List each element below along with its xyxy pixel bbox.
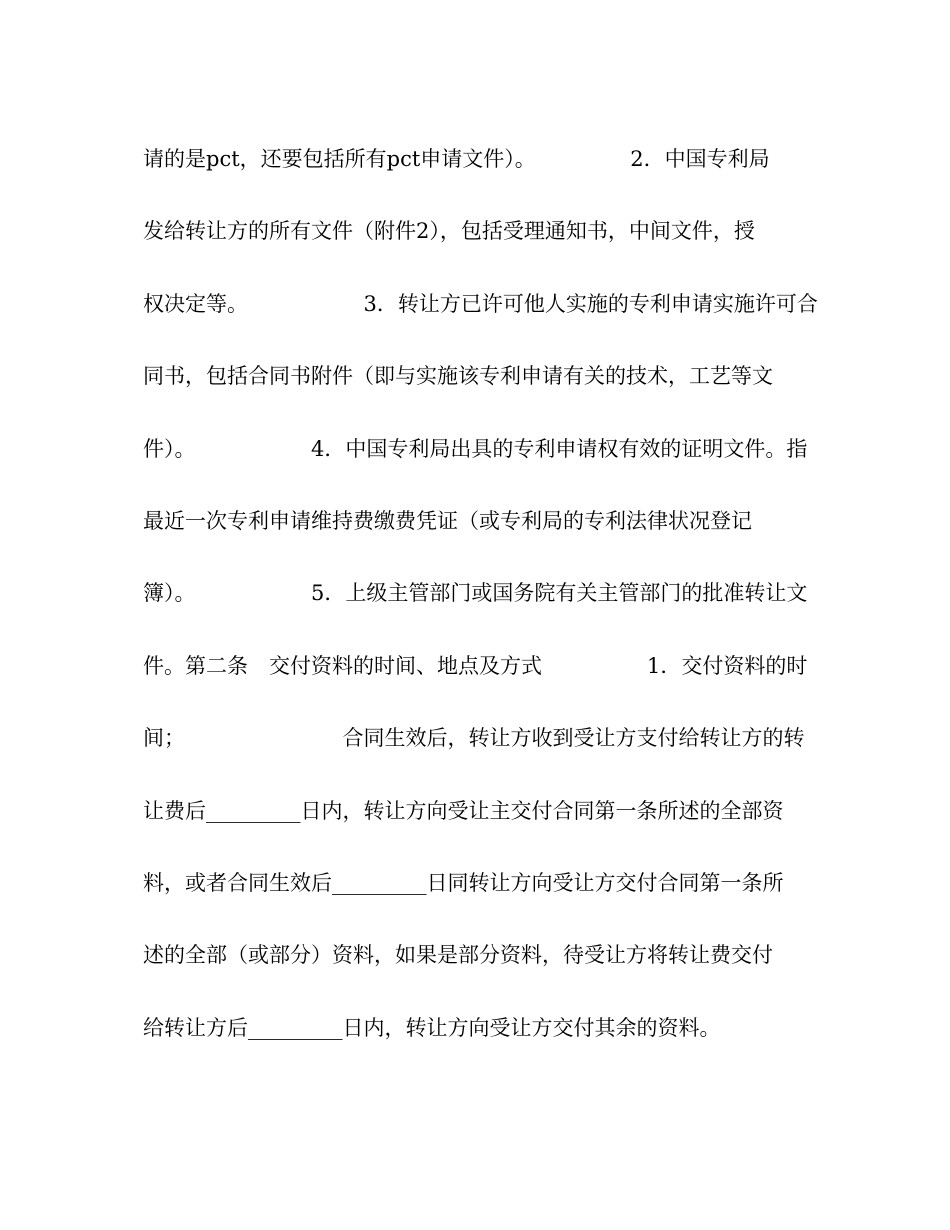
text-line: 同书，包括合同书附件（即与实施该专利申请有关的技术，工艺等文 — [143, 364, 773, 389]
text-line: 给转让方后_________日内，转让方向受让方交付其余的资料。 — [143, 1015, 721, 1040]
text-line: 件）。 4．中国专利局出具的专利申请权有效的证明文件。指 — [143, 436, 808, 461]
text-line: 料，或者合同生效后_________日同转让方向受让方交付合同第一条所 — [143, 870, 784, 895]
text-line: 请的是pct，还要包括所有pct申请文件）。 2．中国专利局 — [143, 147, 770, 171]
document-body — [143, 139, 818, 1080]
text-line: 簿）。 5．上级主管部门或国务院有关主管部门的批准转让文 — [143, 581, 808, 606]
text-line: 发给转让方的所有文件（附件2），包括受理通知书，中间文件，授 — [143, 219, 755, 244]
text-line: 述的全部（或部分）资料，如果是部分资料，待受让方将转让费交付 — [143, 943, 773, 968]
text-line: 让费后_________日内，转让方向受让主交付合同第一条所述的全部资 — [143, 798, 784, 823]
text-line: 件。第二条 交付资料的时间、地点及方式 1．交付资料的时 — [143, 653, 808, 678]
text-line: 权决定等。 3．转让方已许可他人实施的专利申请实施许可合 — [143, 291, 818, 316]
text-line: 最近一次专利申请维持费缴费凭证（或专利局的专利法律状况登记 — [143, 508, 752, 533]
text-line: 间； 合同生效后，转让方收到受让方支付给转让方的转 — [143, 726, 805, 751]
